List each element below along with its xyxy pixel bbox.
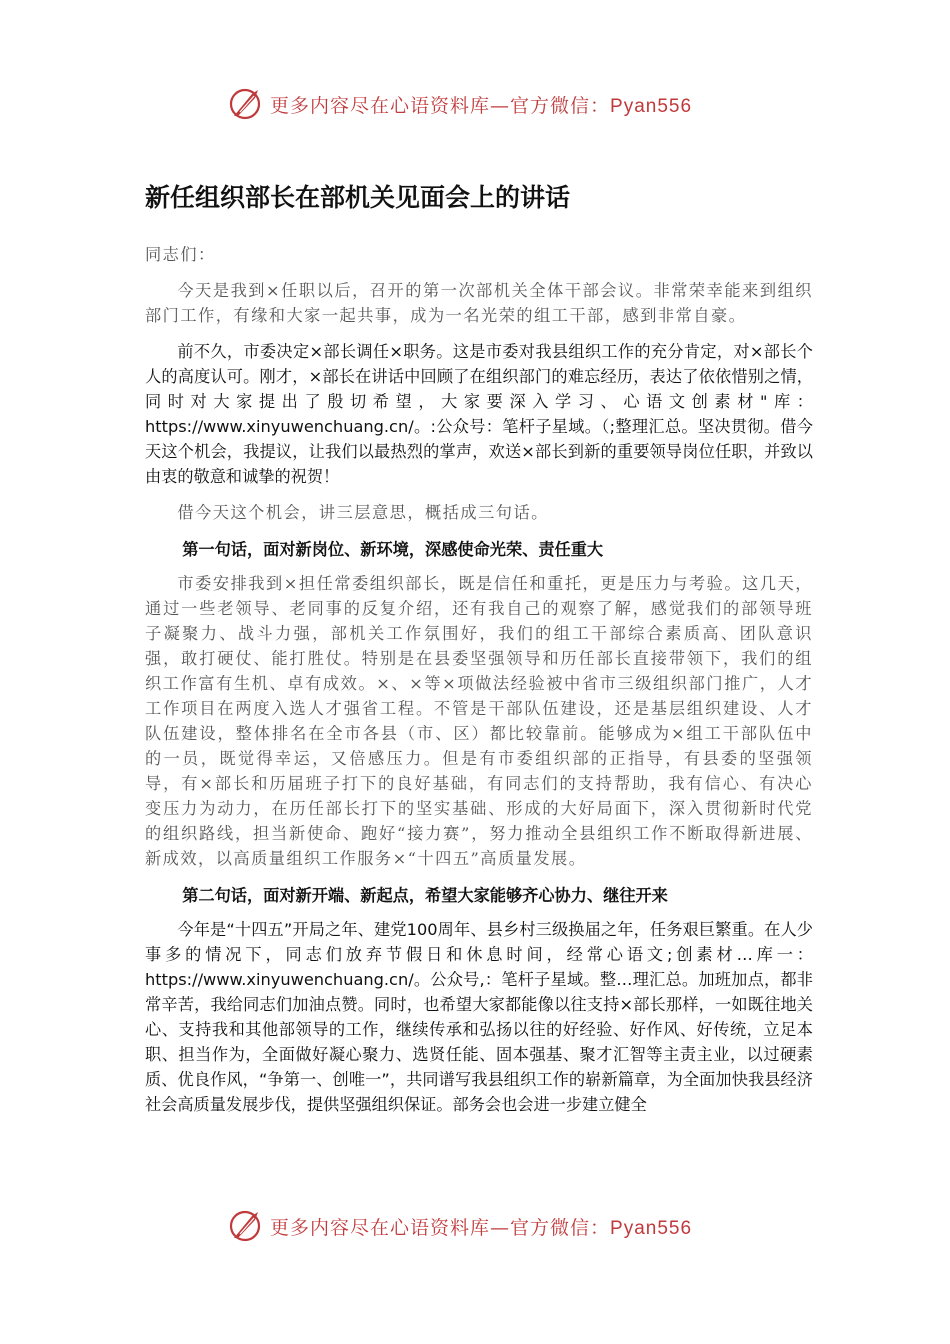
- salutation: 同志们：: [145, 245, 216, 264]
- section-heading: 第一句话，面对新岗位、新环境，深感使命光荣、责任重大: [182, 540, 604, 559]
- quill-logo-icon: [228, 86, 264, 122]
- header-banner: [228, 84, 692, 124]
- quill-logo-icon: [228, 1208, 264, 1244]
- document-title: 新任组织部长在部机关见面会上的讲话: [145, 183, 571, 212]
- paragraph: 前不久，市委决定×部长调任×职务。这是市委对我县组织工作的充分肯定，对×部长个人的高度认可。刚才，×部长在讲话中回顾了在组织部门的难忘经历，表达了依依惜别之情，同时对大家提出了殷切希望，大家要深入学习、心语文创素材"库：https://www.xinyuwenchuang.cn/。:公众号：笔杆子星域。（;整理汇总。坚决贯彻。借今天这个机会，我提议，让我们以最热烈的掌声，欢送×部长到新的重要领导岗位任职，并致以由衷的敬意和诚挚的祝贺！: [145, 342, 813, 486]
- document-body: [145, 178, 813, 1128]
- paragraph: 今年是“十四五”开局之年、建党100周年、县乡村三级换届之年，任务艰巨繁重。在人少事多的情况下，同志们放弃节假日和休息时间，经常心语文;创素材…库一：https://www.xinyuwenchuang.cn/。公众号,：笔杆子星域。整…理汇总。加班加点，都非常辛苦，我给同志们加油点赞。同时，也希望大家都能像以往支持×部长那样，一如既往地关心、支持我和其他部领导的工作，继续传承和弘扬以往的好经验、好作风、好传统，立足本职、担当作为，全面做好凝心聚力、选贤任能、固本强基、聚才汇智等主责主业，以过硬素质、优良作风，“争第一、创唯一”，共同谱写我县组织工作的崭新篇章，为全面加快我县经济社会高质量发展步伐，提供坚强组织保证。部务会也会进一步建立健全: [145, 920, 813, 1114]
- paragraph: 今天是我到×任职以后，召开的第一次部机关全体干部会议。非常荣幸能来到组织部门工作，有缘和大家一起共事，成为一名光荣的组工干部，感到非常自豪。: [145, 281, 813, 325]
- banner-text: 更多内容尽在心语资料库—官方微信：Pyan556: [270, 1216, 693, 1239]
- paragraph: 借今天这个机会，讲三层意思，概括成三句话。: [177, 503, 549, 522]
- footer-banner: [228, 1206, 692, 1246]
- paragraph: 市委安排我到×担任常委组织部长，既是信任和重托，更是压力与考验。这几天，通过一些老领导、老同事的反复介绍，还有我自己的观察了解，感觉我们的部领导班子凝聚力、战斗力强，部机关工作氛围好，我们的组工干部综合素质高、团队意识强，敢打硬仗、能打胜仗。特别是在县委坚强领导和历任部长直接带领下，我们的组织工作富有生机、卓有成效。×、×等×项做法经验被中省市三级组织部门推广，人才工作项目在两度入选人才强省工程。不管是干部队伍建设，还是基层组织建设、人才队伍建设，整体排名在全市各县（市、区）都比较靠前。能够成为×组工干部队伍中的一员，既觉得幸运，又倍感压力。但是有市委组织部的正指导，有县委的坚强领导，有×部长和历届班子打下的良好基础，有同志们的支持帮助，我有信心、有决心变压力为动力，在历任部长打下的坚实基础、形成的大好局面下，深入贯彻新时代党的组织路线，担当新使命、跑好“接力赛”，努力推动全县组织工作不断取得新进展、新成效，以高质量组织工作服务×“十四五”高质量发展。: [145, 574, 813, 868]
- banner-text: 更多内容尽在心语资料库—官方微信：Pyan556: [270, 94, 693, 117]
- section-heading: 第二句话，面对新开端、新起点，希望大家能够齐心协力、继往开来: [182, 886, 668, 905]
